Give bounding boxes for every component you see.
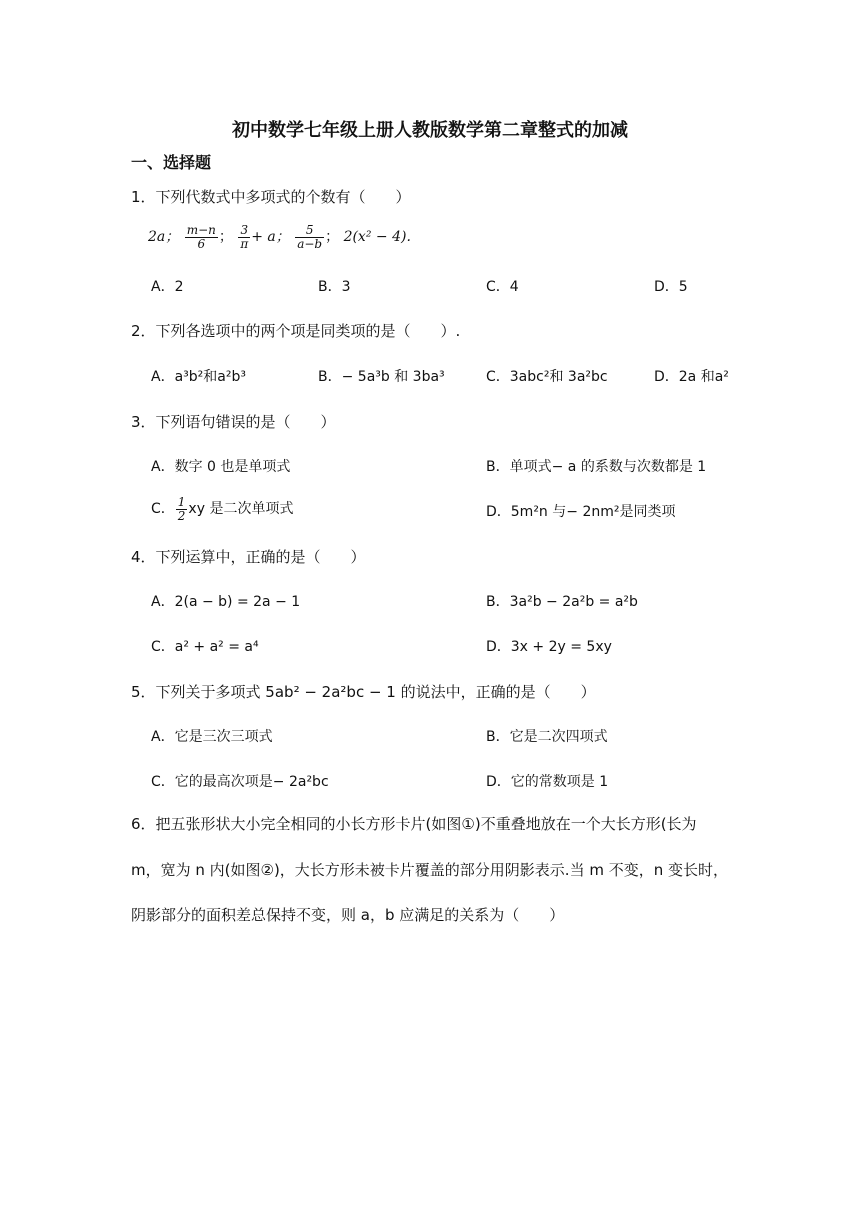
question-2-stem: 2．下列各选项中的两个项是同类项的是（ ）.: [131, 322, 461, 340]
question-5-stem: 5．下列关于多项式 5ab² − 2a²bc − 1 的说法中，正确的是（ ）: [131, 683, 596, 701]
fraction-5-over-a-minus-b: $\frac{5}{a-b}$: [297, 223, 323, 251]
question-5-option-a: A．它是三次三项式: [151, 729, 273, 745]
question-2-option-b: B．− 5a³b 和 3ba³: [318, 369, 445, 385]
question-6-line-2: m，宽为 n 内(如图②)，大长方形未被卡片覆盖的部分用阴影表示.当 m 不变，n 变长时，: [131, 861, 729, 879]
question-4-option-c: C．a² + a² = a⁴: [151, 639, 259, 655]
question-5-option-d: D．它的常数项是 1: [486, 774, 609, 790]
question-1-expressions: 2a； $\frac{m-n}{6}$ ； $\frac{3}{\pi}$ + a； $\frac{5}{a-b}$ ； 2(x² − 4).: [148, 223, 411, 251]
question-6-line-1: 6．把五张形状大小完全相同的小长方形卡片(如图①)不重叠地放在一个大长方形(长为: [131, 815, 697, 833]
question-4-option-b: B．3a²b − 2a²b = a²b: [486, 594, 638, 610]
question-3-option-d: D．5m²n 与− 2nm²是同类项: [486, 504, 676, 520]
fraction-m-minus-n-over-6: $\frac{m-n}{6}$: [186, 223, 216, 251]
question-2-option-c: C．3abc²和 3a²bc: [486, 369, 608, 385]
question-2-option-a: A．a³b²和a²b³: [151, 369, 246, 385]
section-heading: 一、选择题: [131, 153, 212, 172]
question-1-option-c: C．4: [486, 279, 519, 295]
question-4-option-d: D．3x + 2y = 5xy: [486, 639, 612, 655]
question-1-option-d: D．5: [654, 279, 688, 295]
question-1-option-a: A．2: [151, 279, 184, 295]
question-6-line-3: 阴影部分的面积差总保持不变，则 a，b 应满足的关系为（ ）: [131, 906, 565, 924]
question-1-stem: 1．下列代数式中多项式的个数有（ ）: [131, 188, 411, 206]
fraction-3-over-pi: $\frac{3}{\pi}$: [240, 223, 249, 251]
question-2-option-d: D．2a 和a²: [654, 369, 729, 385]
question-4-option-a: A．2(a − b) = 2a − 1: [151, 594, 301, 610]
question-3-option-b: B．单项式− a 的系数与次数都是 1: [486, 459, 707, 475]
question-3-option-a: A．数字 0 也是单项式: [151, 459, 291, 475]
question-3-stem: 3．下列语句错误的是（ ）: [131, 413, 336, 431]
question-5-option-b: B．它是二次四项式: [486, 729, 608, 745]
expr-2-x2-minus-4: 2(x² − 4).: [343, 229, 411, 246]
fraction-1-over-2: $\frac{1}{2}$: [177, 495, 186, 523]
question-4-stem: 4．下列运算中，正确的是（ ）: [131, 548, 366, 566]
question-1-option-b: B．3: [318, 279, 351, 295]
page-title: 初中数学七年级上册人教版数学第二章整式的加减: [232, 120, 628, 141]
question-3-option-c: C． $\frac{1}{2}$ xy 是二次单项式: [151, 495, 294, 523]
expr-plus-a: + a；: [251, 229, 290, 246]
expr-2a: 2a；: [148, 229, 180, 246]
question-5-option-c: C．它的最高次项是− 2a²bc: [151, 774, 329, 790]
